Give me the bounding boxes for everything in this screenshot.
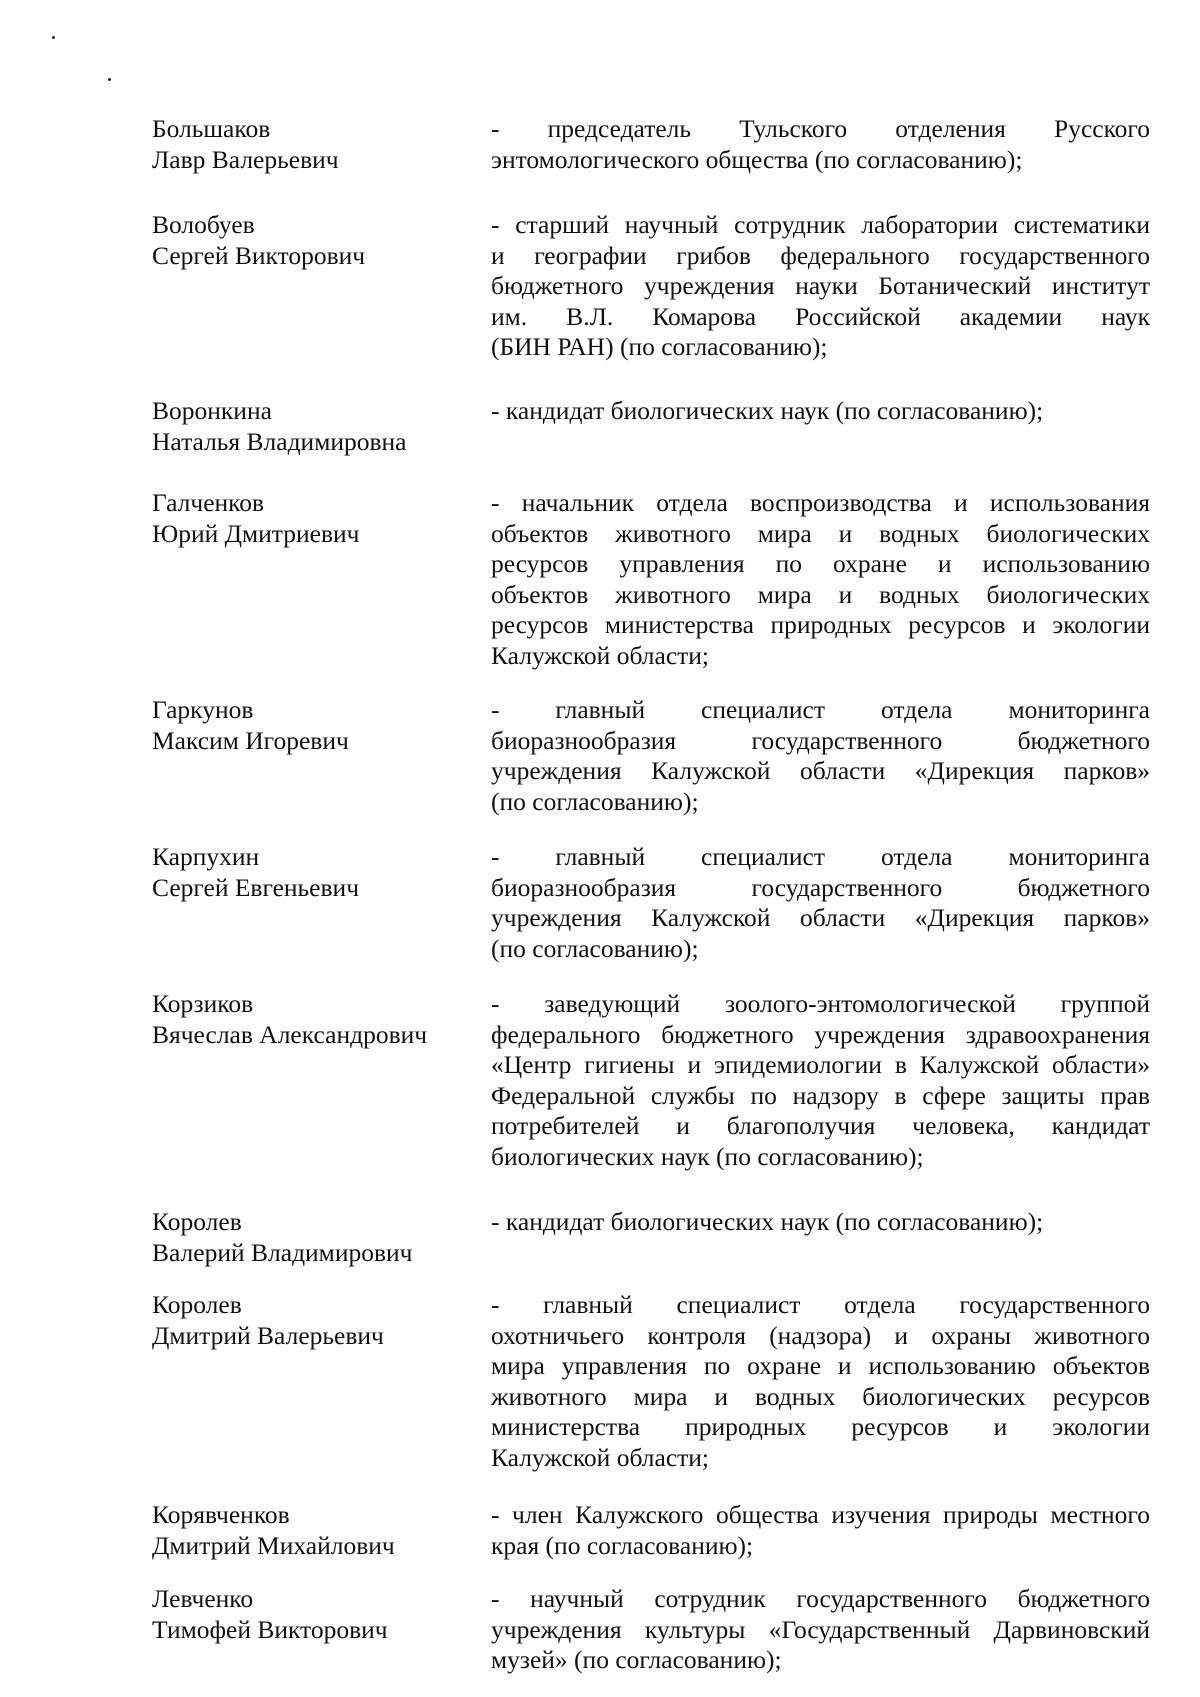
member-name: [152, 1584, 472, 1645]
position-line: - кандидат биологических наук (по согласованию);: [491, 396, 1044, 425]
member-surname: Карпухин: [152, 842, 260, 871]
scan-speck: [52, 36, 55, 39]
position-line: - член Калужского общества изучения природы местного: [491, 1500, 1150, 1529]
member-position: [491, 114, 1150, 175]
position-line: «Центр гигиены и эпидемиологии в Калужской области»: [491, 1050, 1150, 1079]
position-line: мира управления по охране и использованию объектов: [491, 1351, 1150, 1380]
position-line: - кандидат биологических наук (по согласованию);: [491, 1207, 1044, 1236]
member-name: [152, 114, 472, 175]
member-surname: Большаков: [152, 114, 271, 143]
member-surname: Королев: [152, 1290, 242, 1319]
position-line: Федеральной службы по надзору в сфере защиты прав: [491, 1080, 1150, 1110]
member-given-names: Вячеслав Александрович: [152, 1019, 428, 1049]
member-surname: Корзиков: [152, 989, 254, 1018]
position-line: учреждения культуры «Государственный Дарвиновский: [491, 1614, 1150, 1644]
position-line: Калужской области;: [491, 1442, 710, 1472]
position-line: бюджетного учреждения науки Ботанический институт: [491, 271, 1150, 300]
position-line: - главный специалист отдела государственного: [491, 1290, 1150, 1319]
member-name: [152, 396, 472, 457]
position-line: - заведующий зоолого-энтомологической группой: [491, 989, 1150, 1018]
member-surname: Королев: [152, 1207, 242, 1236]
member-position: [491, 842, 1150, 964]
member-surname: Волобуев: [152, 210, 255, 239]
member-position: [491, 1500, 1150, 1561]
position-line: - председатель Тульского отделения Русского: [491, 114, 1150, 143]
position-line: потребителей и благополучия человека, кандидат: [491, 1111, 1150, 1140]
member-name: [152, 1500, 472, 1561]
position-line: учреждения Калужской области «Дирекция парков»: [491, 756, 1150, 785]
member-position: [491, 1290, 1150, 1473]
position-line: - главный специалист отдела мониторинга: [491, 695, 1150, 724]
member-surname: Гаркунов: [152, 695, 254, 724]
member-given-names: Лавр Валерьевич: [152, 144, 339, 174]
member-name: [152, 1290, 472, 1351]
position-line: музей» (по согласованию);: [491, 1645, 782, 1674]
member-surname: Галченков: [152, 488, 265, 517]
member-name: [152, 842, 472, 903]
member-surname: Левченко: [152, 1584, 254, 1613]
position-line: учреждения Калужской области «Дирекция парков»: [491, 903, 1150, 932]
member-name: [152, 210, 472, 271]
position-line: (по согласованию);: [491, 786, 699, 816]
position-line: животного мира и водных биологических ресурсов: [491, 1381, 1150, 1411]
member-given-names: Дмитрий Валерьевич: [152, 1320, 384, 1350]
position-line: - научный сотрудник государственного бюджетного: [491, 1584, 1150, 1613]
member-name: [152, 989, 472, 1050]
position-line: ресурсов министерства природных ресурсов и экологии: [491, 610, 1150, 639]
member-given-names: Дмитрий Михайлович: [152, 1530, 395, 1560]
member-name: [152, 695, 472, 756]
member-given-names: Наталья Владимировна: [152, 426, 407, 456]
member-given-names: Юрий Дмитриевич: [152, 518, 360, 548]
position-line: охотничьего контроля (надзора) и охраны животного: [491, 1320, 1150, 1350]
position-line: - начальник отдела воспроизводства и использования: [491, 488, 1150, 517]
member-position: [491, 488, 1150, 671]
position-line: объектов животного мира и водных биологических: [491, 579, 1150, 609]
position-line: (по согласованию);: [491, 933, 699, 963]
member-position: [491, 1207, 1150, 1238]
position-line: ресурсов управления по охране и использованию: [491, 549, 1150, 578]
member-surname: Воронкина: [152, 396, 272, 425]
member-surname: Корявченков: [152, 1500, 290, 1529]
position-line: биоразнообразия государственного бюджетного: [491, 725, 1150, 755]
member-given-names: Валерий Владимирович: [152, 1237, 413, 1267]
position-line: края (по согласованию);: [491, 1530, 754, 1560]
position-line: биологических наук (по согласованию);: [491, 1141, 924, 1171]
member-given-names: Сергей Евгеньевич: [152, 872, 360, 902]
member-given-names: Максим Игоревич: [152, 725, 349, 755]
member-position: [491, 396, 1150, 427]
position-line: объектов животного мира и водных биологических: [491, 518, 1150, 548]
member-name: [152, 1207, 472, 1268]
position-line: биоразнообразия государственного бюджетного: [491, 872, 1150, 902]
scan-speck: [108, 78, 111, 81]
member-position: [491, 695, 1150, 817]
position-line: федерального бюджетного учреждения здравоохранения: [491, 1019, 1150, 1049]
member-given-names: Сергей Викторович: [152, 240, 366, 270]
member-name: [152, 488, 472, 549]
position-line: министерства природных ресурсов и экологии: [491, 1412, 1150, 1441]
member-position: [491, 989, 1150, 1172]
member-position: [491, 210, 1150, 363]
position-line: (БИН РАН) (по согласованию);: [491, 332, 828, 361]
position-line: - старший научный сотрудник лаборатории систематики: [491, 210, 1150, 239]
member-given-names: Тимофей Викторович: [152, 1614, 388, 1644]
position-line: и географии грибов федерального государственного: [491, 240, 1150, 270]
member-position: [491, 1584, 1150, 1676]
position-line: им. В.Л. Комарова Российской академии наук: [491, 301, 1150, 331]
position-line: - главный специалист отдела мониторинга: [491, 842, 1150, 871]
position-line: энтомологического общества (по согласованию);: [491, 144, 1023, 174]
position-line: Калужской области;: [491, 640, 710, 670]
